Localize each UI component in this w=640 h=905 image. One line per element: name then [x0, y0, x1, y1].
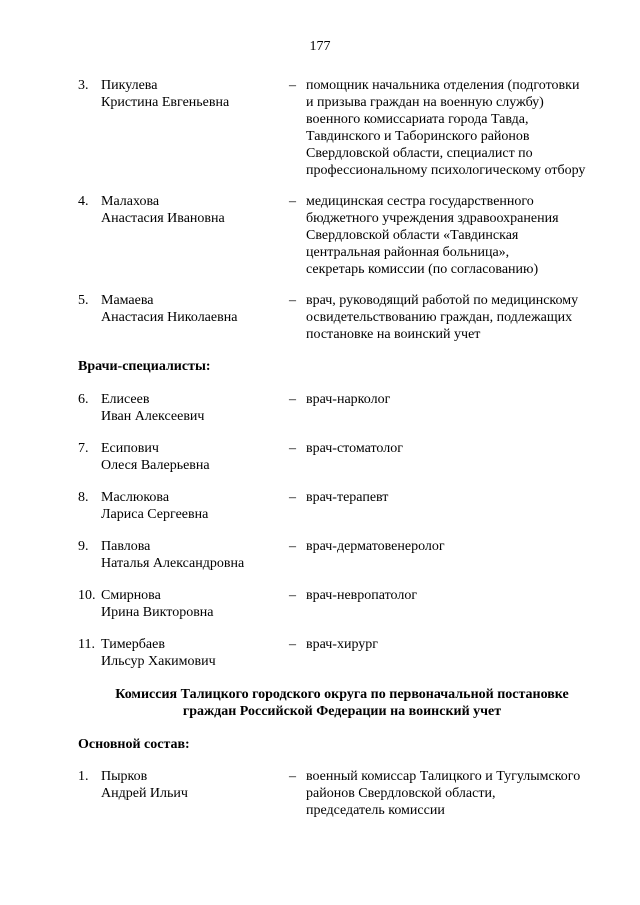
surname: Пикулева	[101, 78, 158, 93]
item-number: 3.	[78, 78, 89, 93]
item-number: 1.	[78, 769, 89, 784]
description-line: врач-стоматолог	[306, 441, 403, 456]
person-name	[101, 193, 291, 227]
description-line: врач-хирург	[306, 637, 379, 652]
position-description	[306, 193, 616, 278]
dash: –	[289, 293, 296, 308]
description-line: секретарь комиссии (по согласованию)	[306, 262, 539, 277]
given-names: Ирина Викторовна	[101, 605, 214, 620]
description-line: Свердловской области «Тавдинская	[306, 228, 519, 243]
surname: Павлова	[101, 539, 151, 554]
dash: –	[289, 769, 296, 784]
description-line: освидетельствованию граждан, подлежащих	[306, 310, 573, 325]
surname: Мамаева	[101, 293, 154, 308]
commission-title	[78, 686, 606, 720]
item-number: 7.	[78, 441, 89, 456]
description-line: медицинская сестра государственного	[306, 194, 534, 209]
given-names: Наталья Александровна	[101, 556, 245, 571]
surname: Тимербаев	[101, 637, 165, 652]
position-description	[306, 489, 616, 506]
person-name	[101, 587, 291, 621]
item-number: 4.	[78, 194, 89, 209]
dash: –	[289, 637, 296, 652]
description-line: Свердловской области, специалист по	[306, 146, 533, 161]
dash: –	[289, 194, 296, 209]
item-number: 5.	[78, 293, 89, 308]
description-line: врач-невропатолог	[306, 588, 418, 603]
surname: Малахова	[101, 194, 160, 209]
description-line: врач-нарколог	[306, 392, 391, 407]
surname: Маслюкова	[101, 490, 170, 505]
surname: Елисеев	[101, 392, 150, 407]
position-description	[306, 391, 616, 408]
position-description	[306, 636, 616, 653]
description-line: бюджетного учреждения здравоохранения	[306, 211, 559, 226]
description-line: районов Свердловской области,	[306, 786, 496, 801]
dash: –	[289, 78, 296, 93]
description-line: врач, руководящий работой по медицинскому	[306, 293, 579, 308]
given-names: Олеся Валерьевна	[101, 458, 210, 473]
person-name	[101, 538, 291, 572]
description-line: врач-терапевт	[306, 490, 389, 505]
dash: –	[289, 588, 296, 603]
position-description	[306, 440, 616, 457]
position-description	[306, 587, 616, 604]
person-name	[101, 440, 291, 474]
given-names: Андрей Ильич	[101, 786, 188, 801]
person-name	[101, 292, 291, 326]
description-line: председатель комиссии	[306, 803, 445, 818]
person-name	[101, 768, 291, 802]
position-description	[306, 77, 616, 179]
commission-title-line: граждан Российской Федерации на воинский учет	[182, 704, 502, 719]
surname: Есипович	[101, 441, 159, 456]
description-line: врач-дерматовенеролог	[306, 539, 445, 554]
item-number: 8.	[78, 490, 89, 505]
description-line: и призыва граждан на военную службу)	[306, 95, 544, 110]
given-names: Лариса Сергеевна	[101, 507, 209, 522]
description-line: военный комиссар Талицкого и Тугулымского	[306, 769, 581, 784]
dash: –	[289, 441, 296, 456]
section-heading-main: Основной состав:	[78, 737, 190, 752]
description-line: постановке на воинский учет	[306, 327, 481, 342]
given-names: Анастасия Николаевна	[101, 310, 238, 325]
given-names: Иван Алексеевич	[101, 409, 205, 424]
item-number: 6.	[78, 392, 89, 407]
description-line: Тавдинского и Таборинского районов	[306, 129, 530, 144]
description-line: помощник начальника отделения (подготовки	[306, 78, 580, 93]
person-name	[101, 391, 291, 425]
given-names: Кристина Евгеньевна	[101, 95, 230, 110]
surname: Пырков	[101, 769, 148, 784]
description-line: центральная районная больница»,	[306, 245, 510, 260]
dash: –	[289, 490, 296, 505]
person-name	[101, 489, 291, 523]
position-description	[306, 538, 616, 555]
description-line: профессиональному психологическому отбору	[306, 163, 586, 178]
person-name	[101, 636, 291, 670]
item-number: 11.	[78, 637, 95, 652]
given-names: Ильсур Хакимович	[101, 654, 216, 669]
item-number: 9.	[78, 539, 89, 554]
item-number: 10.	[78, 588, 96, 603]
position-description	[306, 292, 616, 343]
surname: Смирнова	[101, 588, 161, 603]
dash: –	[289, 392, 296, 407]
page-number: 177	[309, 39, 331, 54]
given-names: Анастасия Ивановна	[101, 211, 225, 226]
section-heading-specialists: Врачи-специалисты:	[78, 359, 211, 374]
commission-title-line: Комиссия Талицкого городского округа по первоначальной постановке	[115, 687, 569, 702]
description-line: военного комиссариата города Тавда,	[306, 112, 529, 127]
dash: –	[289, 539, 296, 554]
position-description	[306, 768, 616, 819]
person-name	[101, 77, 291, 111]
